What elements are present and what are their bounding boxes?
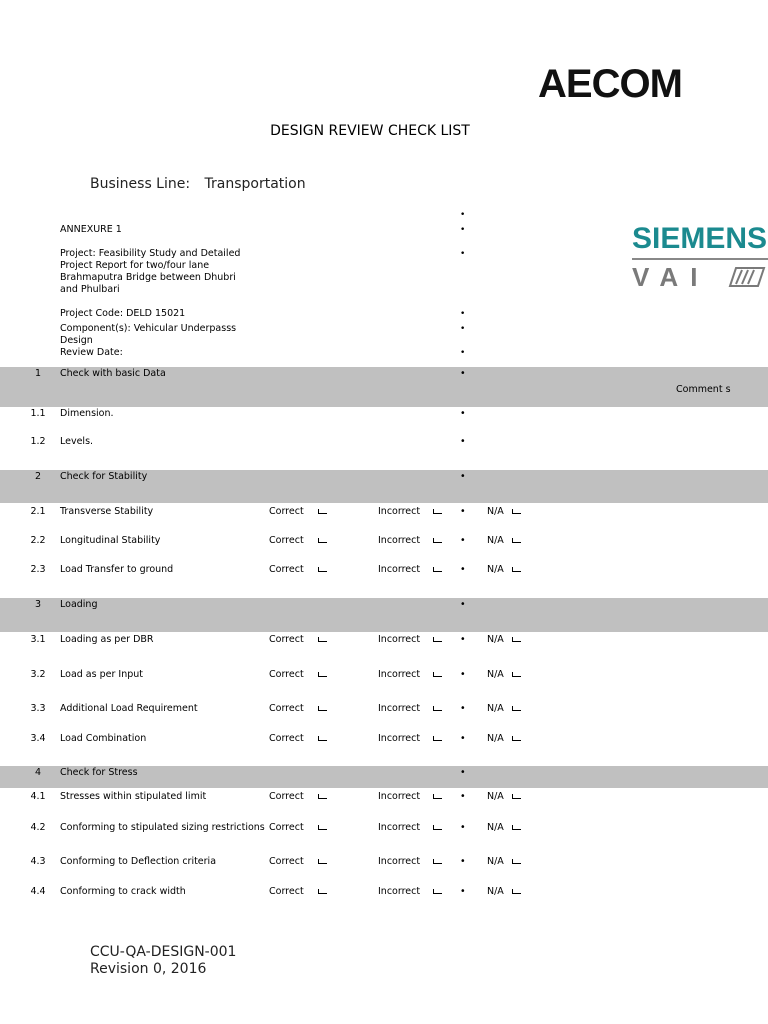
item-number: 2.1 [30,506,46,517]
business-line-value: Transportation [204,176,306,192]
checklist-row [0,564,768,584]
section-header [0,599,768,619]
correct-label: Correct [269,669,304,680]
na-checkbox[interactable] [512,535,521,546]
item-number: 4.1 [30,791,46,802]
correct-checkbox[interactable] [318,564,327,575]
bullet: • [460,535,466,546]
item-number: 2.2 [30,535,46,546]
section-header [0,767,768,787]
bullet: • [460,506,466,517]
page-title: DESIGN REVIEW CHECK LIST [270,123,470,139]
vai-logo: VAI [632,262,710,292]
vai-mark-icon [728,266,766,288]
correct-label: Correct [269,535,304,546]
checklist-row [0,703,768,723]
item-number: 3.3 [30,703,46,714]
item-description: Conforming to crack width [60,886,186,897]
bullet: • [460,733,466,744]
na-label: N/A [487,886,504,897]
checklist-row [0,535,768,555]
correct-label: Correct [269,634,304,645]
correct-checkbox[interactable] [318,733,327,744]
bullet: • [460,886,466,897]
bullet: • [460,856,466,867]
item-number: 1.1 [30,408,46,419]
checklist-row [0,886,768,906]
incorrect-label: Incorrect [378,822,421,833]
incorrect-checkbox[interactable] [433,822,442,833]
item-description: Dimension. [60,408,114,419]
section-header [0,368,768,388]
section-number: 3 [34,599,42,610]
section-number: 1 [34,368,42,379]
bullet: • [460,767,466,778]
incorrect-checkbox[interactable] [433,886,442,897]
na-label: N/A [487,733,504,744]
checklist-row [0,408,768,428]
siemens-logo: SIEMENS [632,222,768,255]
item-description: Levels. [60,436,94,447]
checklist-row [0,634,768,654]
section-title: Check with basic Data [60,368,166,379]
incorrect-label: Incorrect [378,535,421,546]
item-description: Load as per Input [60,669,143,680]
item-number: 3.2 [30,669,46,680]
aecom-logo: AECOM [538,62,682,106]
na-label: N/A [487,791,504,802]
correct-label: Correct [269,733,304,744]
item-description: Load Transfer to ground [60,564,174,575]
na-label: N/A [487,703,504,714]
bullet: • [460,348,466,358]
incorrect-label: Incorrect [378,669,421,680]
na-label: N/A [487,564,504,575]
annexure-label: ANNEXURE 1 [60,224,122,235]
item-description: Transverse Stability [60,506,154,517]
item-number: 3.4 [30,733,46,744]
correct-label: Correct [269,506,304,517]
na-checkbox[interactable] [512,856,521,867]
correct-label: Correct [269,856,304,867]
incorrect-checkbox[interactable] [433,856,442,867]
correct-label: Correct [269,703,304,714]
item-number: 4.4 [30,886,46,897]
incorrect-checkbox[interactable] [433,634,442,645]
section-title: Loading [60,599,98,610]
revision: Revision 0, 2016 [90,961,207,977]
incorrect-checkbox[interactable] [433,669,442,680]
checklist-row [0,856,768,876]
item-description: Conforming to stipulated sizing restrictions [60,822,265,833]
incorrect-label: Incorrect [378,634,421,645]
bullet: • [460,436,466,447]
na-checkbox[interactable] [512,733,521,744]
incorrect-label: Incorrect [378,856,421,867]
bullet: • [460,599,466,610]
incorrect-checkbox[interactable] [433,506,442,517]
na-label: N/A [487,535,504,546]
components: Component(s): Vehicular Underpasss Design [60,323,237,346]
correct-checkbox[interactable] [318,535,327,546]
item-description: Load Combination [60,733,147,744]
correct-checkbox[interactable] [318,506,327,517]
item-description: Stresses within stipulated limit [60,791,207,802]
bullet: • [460,822,466,833]
correct-checkbox[interactable] [318,856,327,867]
na-checkbox[interactable] [512,564,521,575]
checklist-row [0,436,768,456]
correct-checkbox[interactable] [318,886,327,897]
correct-checkbox[interactable] [318,634,327,645]
bullet: • [460,634,466,645]
checklist-row [0,822,768,842]
incorrect-checkbox[interactable] [433,791,442,802]
incorrect-checkbox[interactable] [433,535,442,546]
correct-label: Correct [269,791,304,802]
na-label: N/A [487,506,504,517]
bullet: • [460,703,466,714]
document-footer [90,944,236,978]
bullet: • [460,408,466,419]
na-checkbox[interactable] [512,669,521,680]
section-title: Check for Stress [60,767,138,778]
document-code: CCU-QA-DESIGN-001 [90,944,237,960]
item-number: 1.2 [30,436,46,447]
section-number: 4 [34,767,42,778]
section-title: Check for Stability [60,471,148,482]
checklist-row [0,791,768,811]
na-checkbox[interactable] [512,822,521,833]
business-line [90,176,306,192]
bullet: • [460,564,466,575]
bullet: • [460,210,466,220]
correct-label: Correct [269,886,304,897]
na-checkbox[interactable] [512,703,521,714]
na-label: N/A [487,669,504,680]
item-number: 2.3 [30,564,46,575]
incorrect-checkbox[interactable] [433,733,442,744]
na-checkbox[interactable] [512,791,521,802]
item-description: Additional Load Requirement [60,703,198,714]
business-line-label: Business Line: [90,176,191,192]
bullet: • [460,225,466,235]
correct-checkbox[interactable] [318,669,327,680]
review-date: Review Date: [60,347,123,358]
section-number: 2 [34,471,42,482]
na-label: N/A [487,856,504,867]
checklist-row [0,733,768,753]
na-checkbox[interactable] [512,886,521,897]
incorrect-label: Incorrect [378,506,421,517]
item-number: 4.3 [30,856,46,867]
correct-checkbox[interactable] [318,791,327,802]
comments-header: Comment s [676,384,731,395]
bullet: • [460,309,466,319]
bullet: • [460,368,466,379]
incorrect-label: Incorrect [378,564,421,575]
incorrect-checkbox[interactable] [433,703,442,714]
bullet: • [460,791,466,802]
na-label: N/A [487,634,504,645]
checklist-row [0,506,768,526]
project-code: Project Code: DELD 15021 [60,308,186,319]
item-description: Loading as per DBR [60,634,154,645]
item-description: Longitudinal Stability [60,535,161,546]
incorrect-label: Incorrect [378,791,421,802]
bullet: • [460,324,466,334]
logo-divider [632,258,768,260]
correct-label: Correct [269,564,304,575]
correct-checkbox[interactable] [318,822,327,833]
na-checkbox[interactable] [512,634,521,645]
item-description: Conforming to Deflection criteria [60,856,217,867]
item-number: 3.1 [30,634,46,645]
project-description: Project: Feasibility Study and Detailed Project Report for two/four lane Brahmaputra Bridge between Dhubri and Phulbari [60,248,241,295]
checklist-row [0,669,768,689]
na-checkbox[interactable] [512,506,521,517]
incorrect-label: Incorrect [378,733,421,744]
bullet: • [460,249,466,259]
section-header [0,471,768,491]
item-number: 4.2 [30,822,46,833]
incorrect-label: Incorrect [378,886,421,897]
correct-checkbox[interactable] [318,703,327,714]
bullet: • [460,471,466,482]
bullet: • [460,669,466,680]
incorrect-checkbox[interactable] [433,564,442,575]
na-label: N/A [487,822,504,833]
incorrect-label: Incorrect [378,703,421,714]
correct-label: Correct [269,822,304,833]
